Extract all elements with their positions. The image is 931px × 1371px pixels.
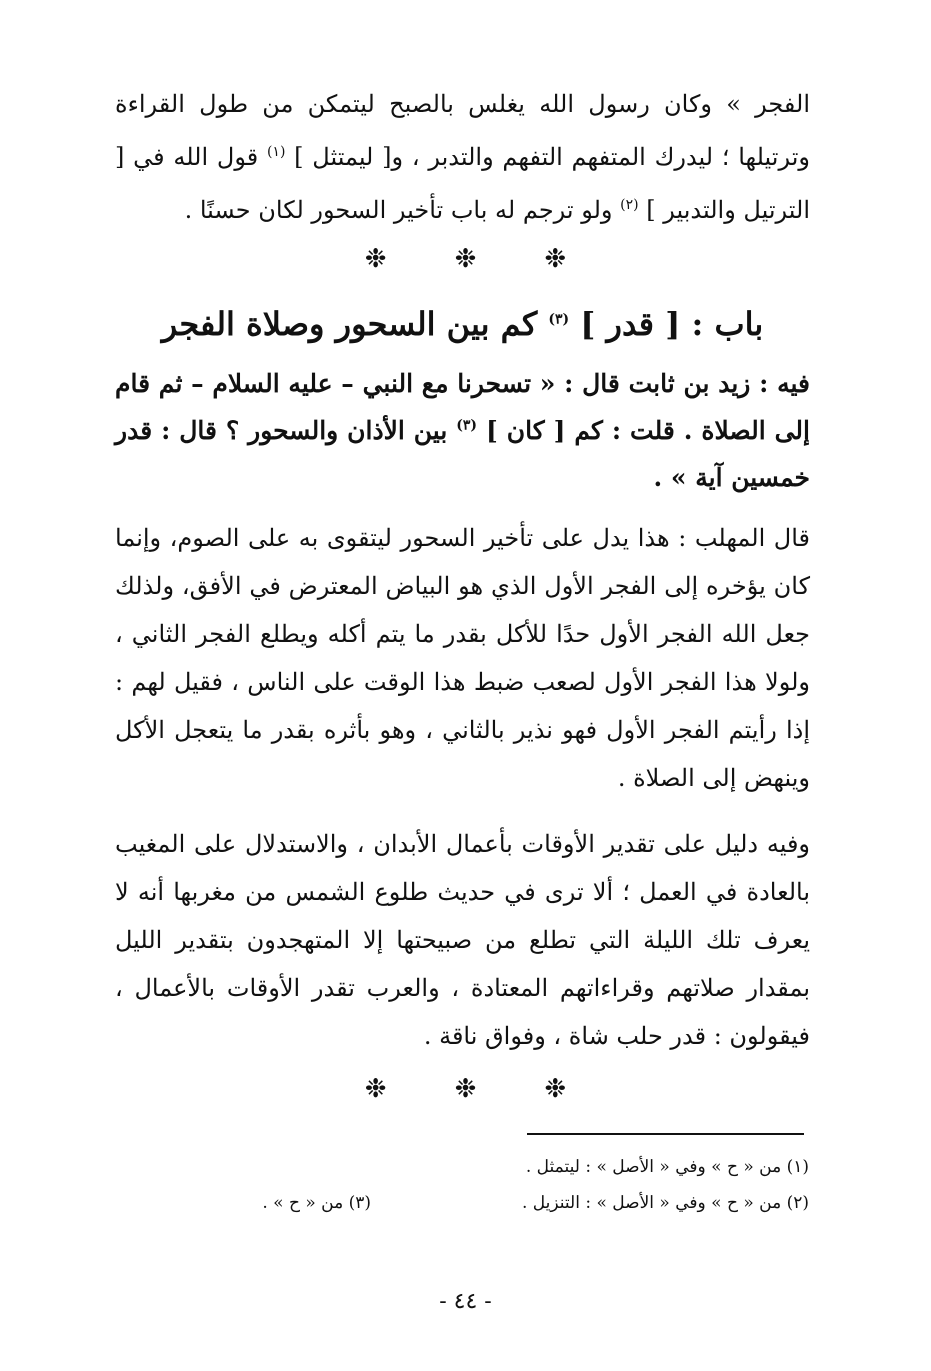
footnote-2: (٢) من « ح » وفي « الأصل » : التنزيل . xyxy=(522,1193,809,1213)
paragraph1-line3-start: [ الترتيل والتدبير ] xyxy=(115,143,810,224)
footnote-3: (٣) من « ح » . xyxy=(262,1193,371,1213)
footnote-1: (١) من « ح » وفي « الأصل » : ليتمثل . xyxy=(525,1157,809,1177)
footnote-ref-3-hadith: (٣) xyxy=(456,417,478,434)
page-number: - ٤٤ - xyxy=(439,1289,492,1314)
footnote-ref-2: (٢) xyxy=(620,197,639,213)
footnote-ref-3-heading: (٣) xyxy=(548,311,570,328)
paragraph1-line3-end: ولو ترجم له باب تأخير السحور لكان حسنًا . xyxy=(184,196,621,224)
hadith-text-end: بين الأذان والسحور ؟ قال : قدر خمسين آية » . xyxy=(115,416,810,492)
commentary-paragraph-1: قال المهلب : هذا يدل على تأخير السحور ليتقوى به على الصوم، وإنما كان يؤخره إلى الفجر الأول الذي هو البياض المعترض في الأفق، ولذلك جعل الله الفجر الأول حدًا للأكل بقدر ما يتم أكله ويطلع الفجر الثاني ، ولولا هذا الفجر الأول لصعب ضبط هذا الوقت على الناس ، فقيل لهم : إذا رأيتم الفجر الأول فهو نذير بالثاني ، وهو بأثره بقدر ما يتعجل الأكل وينهض إلى الصلاة . xyxy=(115,524,811,792)
ornament-star-icon: ❉ xyxy=(454,1074,477,1104)
ornament-star-icon: ❉ xyxy=(454,244,477,274)
paragraph1-line2-start: وترتيلها ؛ ليدرك المتفهم التفهم والتدبر ، و[ ليمتثل ] xyxy=(285,143,810,171)
footnote-ref-1: (١) xyxy=(266,144,286,160)
section-divider-top xyxy=(0,244,931,274)
paragraph-continuation xyxy=(115,78,810,237)
heading-part2: كم بين السحور وصلاة الفجر xyxy=(161,305,549,343)
paragraph1-line1: الفجر » وكان رسول الله يغلس بالصبح ليتمكن من طول القراءة xyxy=(115,90,810,118)
chapter-heading xyxy=(115,294,810,354)
section-divider-bottom xyxy=(0,1074,931,1104)
hadith-text-start: فيه : زيد بن ثابت قال : « تسحرنا مع النبي – عليه السلام – ثم قام إلى الصلاة . قلت : كم [ كان ] xyxy=(115,369,810,445)
hadith-text xyxy=(115,360,810,501)
footnote-separator xyxy=(527,1133,804,1135)
ornament-star-icon: ❉ xyxy=(364,244,387,274)
ornament-star-icon: ❉ xyxy=(544,244,567,274)
commentary-paragraph-2: وفيه دليل على تقدير الأوقات بأعمال الأبدان ، والاستدلال على المغيب بالعادة في العمل ؛ ألا ترى في حديث طلوع الشمس من مغربها أنه لا يعرف تلك الليلة التي تطلع من صبيحتها إلا المتهجدون بتقدير الليل بمقدار صلاتهم وقراءاتهم المعتادة ، والعرب تقدر الأوقات بالأعمال ، فيقولون : قدر حلب شاة ، وفواق ناقة . xyxy=(115,830,810,1050)
paragraph1-line2-end: قول الله في xyxy=(133,143,267,171)
heading-part1: باب : [ قدر ] xyxy=(569,305,764,343)
ornament-star-icon: ❉ xyxy=(544,1074,567,1104)
ornament-star-icon: ❉ xyxy=(364,1074,387,1104)
